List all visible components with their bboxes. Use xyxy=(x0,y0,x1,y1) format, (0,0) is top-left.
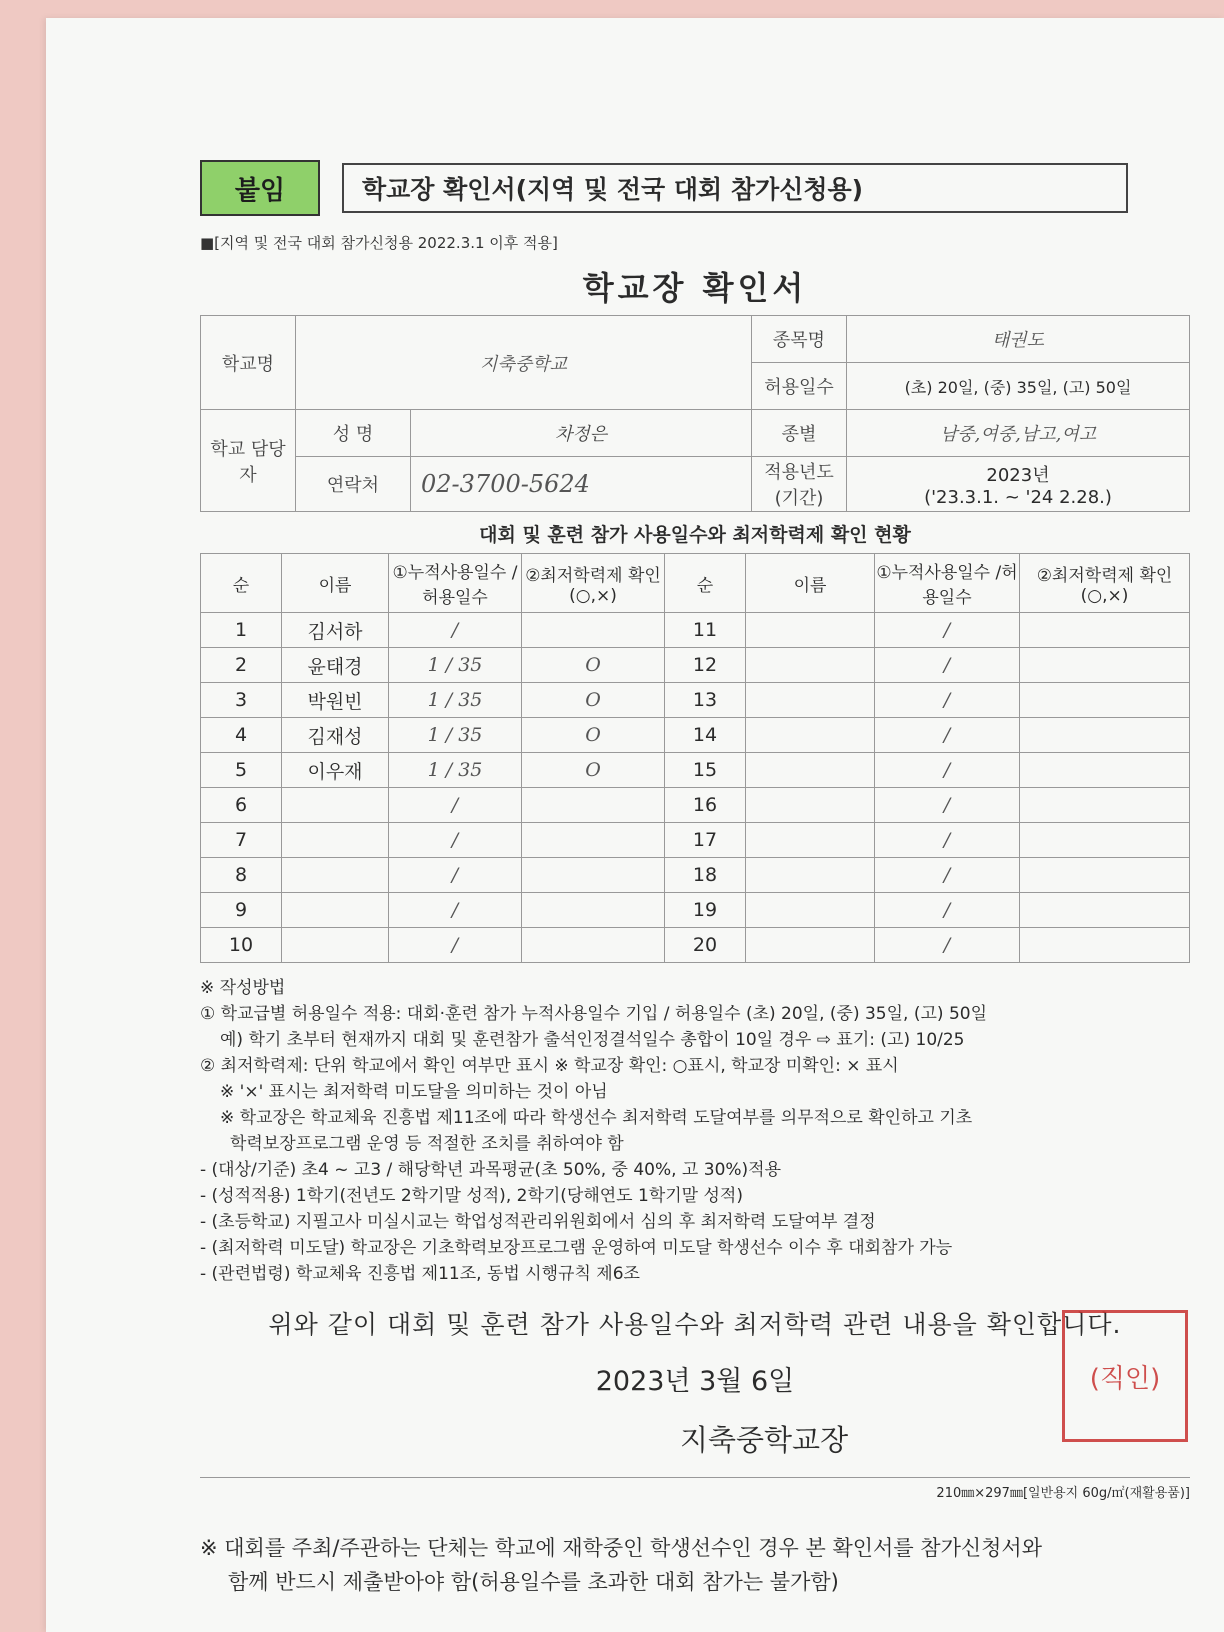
table-row xyxy=(201,718,1190,753)
document-title: 학교장 확인서 xyxy=(582,269,808,307)
event-label: 종목명 xyxy=(752,316,847,363)
cell-name xyxy=(282,928,389,963)
cell-check xyxy=(522,928,665,963)
table-row xyxy=(201,683,1190,718)
contact-value: 02-3700-5624 xyxy=(411,457,752,512)
col-no-left: 순 xyxy=(201,554,282,613)
cell-days: / xyxy=(389,858,522,893)
instr-line: - (초등학교) 지필고사 미실시교는 학업성적관리위원회에서 심의 후 최저학력 도달여부 결정 xyxy=(200,1212,876,1232)
cell-check xyxy=(1020,928,1190,963)
confirm-statement: 위와 같이 대회 및 훈련 참가 사용일수와 최저학력 관련 내용을 확인합니다. xyxy=(268,1310,1122,1339)
cell-days: / xyxy=(389,788,522,823)
cell-check xyxy=(1020,613,1190,648)
cell-name xyxy=(746,823,875,858)
contact-label: 연락처 xyxy=(296,457,411,512)
cell-name xyxy=(746,858,875,893)
cell-days: / xyxy=(875,613,1020,648)
applicability-note: ■[지역 및 전국 대회 참가신청용 2022.3.1 이후 적용] xyxy=(200,234,558,252)
cell-no: 16 xyxy=(665,788,746,823)
cell-check: O xyxy=(522,683,665,718)
table-row xyxy=(201,648,1190,683)
cell-days: 1 / 35 xyxy=(389,718,522,753)
cell-days: / xyxy=(875,928,1020,963)
participation-table-body xyxy=(201,613,1190,963)
cell-days: / xyxy=(389,893,522,928)
cell-name xyxy=(282,788,389,823)
type-label: 종별 xyxy=(752,410,847,457)
cell-days: / xyxy=(875,788,1020,823)
principal-name: 지축중학교장 xyxy=(680,1423,849,1457)
instr-line: ② 최저학력제: 단위 학교에서 확인 여부만 표시 ※ 학교장 확인: ○표시, 학교장 미확인: × 표시 xyxy=(200,1056,899,1076)
cell-days: / xyxy=(389,928,522,963)
document-content xyxy=(200,158,1190,1599)
cell-no: 2 xyxy=(201,648,282,683)
instr-heading: ※ 작성방법 xyxy=(200,978,286,998)
instr-line: ① 학교급별 허용일수 적용: 대회·훈련 참가 누적사용일수 기입 / 허용일수 (초) 20일, (중) 35일, (고) 50일 xyxy=(200,1004,988,1024)
cell-name: 박원빈 xyxy=(282,683,389,718)
cell-name xyxy=(746,788,875,823)
cell-no: 3 xyxy=(201,683,282,718)
cell-name xyxy=(746,928,875,963)
cell-days: / xyxy=(875,648,1020,683)
attachment-badge: 붙임 xyxy=(200,160,320,216)
cell-no: 6 xyxy=(201,788,282,823)
instr-line: - (성적적용) 1학기(전년도 2학기말 성적), 2학기(당해연도 1학기말 성적) xyxy=(200,1186,743,1206)
cell-name: 이우재 xyxy=(282,753,389,788)
cell-days: / xyxy=(389,823,522,858)
paper-spec: 210㎜×297㎜[일반용지 60g/㎡(재활용품)] xyxy=(200,1477,1190,1501)
header-title: 학교장 확인서(지역 및 전국 대회 참가신청용) xyxy=(342,163,1128,213)
cell-check xyxy=(1020,648,1190,683)
header-row xyxy=(200,158,1190,218)
cell-no: 19 xyxy=(665,893,746,928)
col-name-right: 이름 xyxy=(746,554,875,613)
cell-name xyxy=(282,823,389,858)
cell-check xyxy=(1020,893,1190,928)
cell-name xyxy=(746,683,875,718)
cell-no: 12 xyxy=(665,648,746,683)
cell-days: / xyxy=(875,718,1020,753)
cell-check xyxy=(522,788,665,823)
name-label: 성 명 xyxy=(296,410,411,457)
cell-check: O xyxy=(522,648,665,683)
cell-days: 1 / 35 xyxy=(389,753,522,788)
cell-no: 15 xyxy=(665,753,746,788)
participation-table xyxy=(200,553,1190,963)
cell-no: 20 xyxy=(665,928,746,963)
cell-check xyxy=(1020,718,1190,753)
instr-line: 예) 학기 초부터 현재까지 대회 및 훈련참가 출석인정결석일수 총합이 10일 경우 ⇨ 표기: (고) 10/25 xyxy=(220,1030,965,1050)
cell-no: 14 xyxy=(665,718,746,753)
cell-days: / xyxy=(875,858,1020,893)
type-value: 남중,여중,남고,여고 xyxy=(847,410,1190,457)
cell-name xyxy=(746,718,875,753)
year-label: 적용년도 (기간) xyxy=(752,457,847,512)
cell-name xyxy=(282,893,389,928)
cell-check xyxy=(522,823,665,858)
cell-no: 17 xyxy=(665,823,746,858)
instructions xyxy=(200,975,1190,1287)
cell-name: 김서하 xyxy=(282,613,389,648)
cell-check xyxy=(1020,858,1190,893)
cell-no: 11 xyxy=(665,613,746,648)
cell-check: O xyxy=(522,718,665,753)
cell-check xyxy=(522,893,665,928)
cell-days: / xyxy=(389,613,522,648)
instr-line: - (관련법령) 학교체육 진흥법 제11조, 동법 시행규칙 제6조 xyxy=(200,1264,640,1284)
manager-label: 학교 담당자 xyxy=(201,410,296,512)
cell-name: 윤태경 xyxy=(282,648,389,683)
cell-check xyxy=(522,858,665,893)
cell-name xyxy=(746,648,875,683)
cell-no: 9 xyxy=(201,893,282,928)
year-value: 2023년 xyxy=(986,464,1050,486)
cell-check xyxy=(1020,683,1190,718)
table-row xyxy=(201,928,1190,963)
allowed-value: (초) 20일, (중) 35일, (고) 50일 xyxy=(847,363,1190,410)
instr-line: 학력보장프로그램 운영 등 적절한 조치를 취하여야 함 xyxy=(230,1134,624,1154)
official-seal: (직인) xyxy=(1062,1310,1188,1442)
cell-check: O xyxy=(522,753,665,788)
cell-name xyxy=(746,753,875,788)
school-label: 학교명 xyxy=(201,316,296,410)
cell-check xyxy=(1020,753,1190,788)
school-value: 지축중학교 xyxy=(296,316,752,410)
table-row xyxy=(201,753,1190,788)
col-check-left: ②최저학력제 확인(○,×) xyxy=(522,554,665,613)
footer-note xyxy=(200,1531,1190,1599)
cell-no: 1 xyxy=(201,613,282,648)
cell-check xyxy=(1020,788,1190,823)
issue-date: 2023년 3월 6일 xyxy=(595,1366,795,1397)
table-row xyxy=(201,823,1190,858)
instr-line: - (최저학력 미도달) 학교장은 기초학력보장프로그램 운영하여 미도달 학생선수 이수 후 대회참가 가능 xyxy=(200,1238,953,1258)
cell-check xyxy=(522,613,665,648)
section-title: 대회 및 훈련 참가 사용일수와 최저학력제 확인 현황 xyxy=(479,524,911,546)
info-table xyxy=(200,315,1190,512)
instr-line: ※ '×' 표시는 최저학력 미도달을 의미하는 것이 아님 xyxy=(220,1082,608,1102)
cell-days: 1 / 35 xyxy=(389,648,522,683)
cell-days: / xyxy=(875,753,1020,788)
footer-line: ※ 대회를 주최/주관하는 단체는 학교에 재학중인 학생선수인 경우 본 확인서를 참가신청서와 xyxy=(200,1536,1043,1560)
cell-no: 8 xyxy=(201,858,282,893)
cell-name: 김재성 xyxy=(282,718,389,753)
cell-no: 10 xyxy=(201,928,282,963)
instr-line: - (대상/기준) 초4 ~ 고3 / 해당학년 과목평균(초 50%, 중 40%, 고 30%)적용 xyxy=(200,1160,782,1180)
cell-days: 1 / 35 xyxy=(389,683,522,718)
cell-days: / xyxy=(875,683,1020,718)
cell-no: 7 xyxy=(201,823,282,858)
footer-line: 함께 반드시 제출받아야 함(허용일수를 초과한 대회 참가는 불가함) xyxy=(228,1570,839,1594)
col-days-left: ①누적사용일수 /허용일수 xyxy=(389,554,522,613)
cell-days: / xyxy=(875,893,1020,928)
event-value: 태권도 xyxy=(847,316,1190,363)
col-check-right: ②최저학력제 확인(○,×) xyxy=(1020,554,1190,613)
col-days-right: ①누적사용일수 /허용일수 xyxy=(875,554,1020,613)
cell-check xyxy=(1020,823,1190,858)
col-name-left: 이름 xyxy=(282,554,389,613)
col-no-right: 순 xyxy=(665,554,746,613)
cell-no: 5 xyxy=(201,753,282,788)
cell-no: 13 xyxy=(665,683,746,718)
cell-no: 18 xyxy=(665,858,746,893)
name-value: 차정은 xyxy=(411,410,752,457)
cell-days: / xyxy=(875,823,1020,858)
period-value: ('23.3.1. ~ '24 2.28.) xyxy=(924,486,1112,508)
year-cell xyxy=(847,457,1190,512)
instr-line: ※ 학교장은 학교체육 진흥법 제11조에 따라 학생선수 최저학력 도달여부를 의무적으로 확인하고 기초 xyxy=(220,1108,973,1128)
table-row xyxy=(201,613,1190,648)
cell-name xyxy=(746,893,875,928)
cell-no: 4 xyxy=(201,718,282,753)
table-row xyxy=(201,858,1190,893)
table-row xyxy=(201,788,1190,823)
table-row xyxy=(201,893,1190,928)
document-paper xyxy=(46,18,1224,1632)
cell-name xyxy=(282,858,389,893)
cell-name xyxy=(746,613,875,648)
allowed-label: 허용일수 xyxy=(752,363,847,410)
